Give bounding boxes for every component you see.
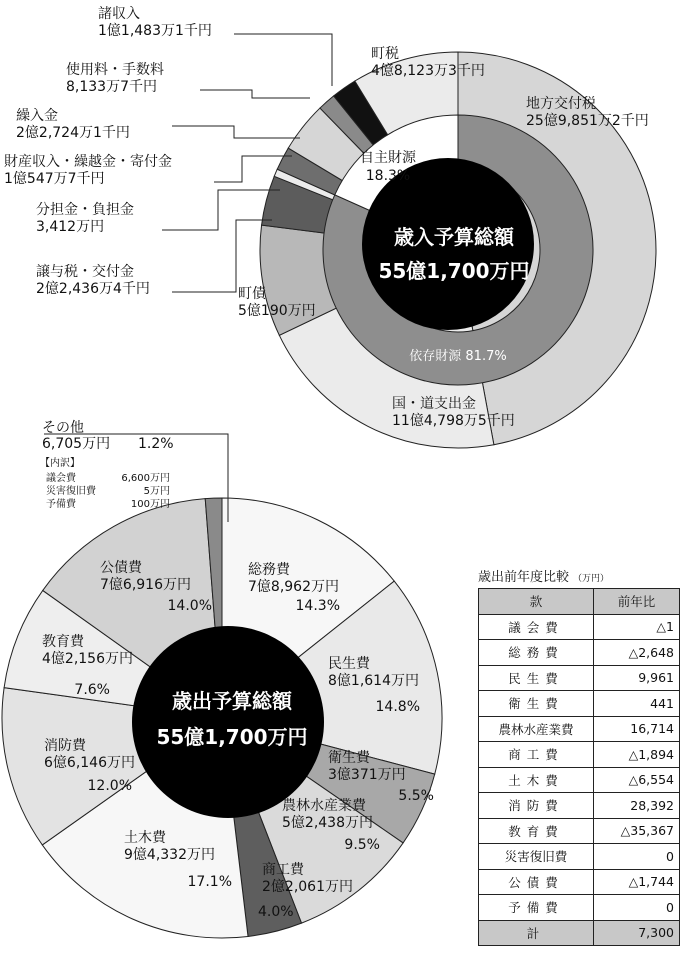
table-cell-change: 16,714 <box>593 716 679 742</box>
table-cell-category: 農林水産業費 <box>479 716 594 742</box>
label-sanitation: 衛生費 3億371万円 <box>328 750 406 783</box>
label-fire-defense: 消防費 6億6,146万円 <box>44 738 135 771</box>
table-cell-change: △1,894 <box>593 742 679 768</box>
table-row <box>479 895 680 921</box>
label-commerce: 商工費 2億2,061万円 <box>262 862 353 895</box>
comparison-table-title: 歳出前年度比較 （万円） <box>478 570 610 585</box>
pct-debt-service: 14.0% <box>167 598 212 614</box>
table-row <box>479 614 680 640</box>
table-total-row <box>479 920 680 946</box>
expenditure-center-title: 歳出予算総額 <box>172 689 292 713</box>
label-town-bonds: 町債 5億190万円 <box>238 286 316 319</box>
label-shares-contributions: 分担金・負担金 3,412万円 <box>36 202 134 235</box>
label-town-tax: 町税 4億8,123万3千円 <box>371 46 485 79</box>
table-cell-category: 土木費 <box>479 767 594 793</box>
table-row <box>479 640 680 666</box>
leader-line <box>234 34 332 86</box>
table-cell-change: 441 <box>593 691 679 717</box>
table-row <box>479 742 680 768</box>
breakdown-reserve-name: 予備費 <box>46 499 76 510</box>
label-usage-fees: 使用料・手数料 8,133万7千円 <box>66 62 164 95</box>
comparison-table-block <box>478 568 680 946</box>
breakdown-council-value: 6,600万円 <box>121 473 170 484</box>
label-fund-transfer: 繰入金 2億2,724万1千円 <box>16 108 130 141</box>
label-local-allocation-tax: 地方交付税 25億9,851万2千円 <box>526 96 649 129</box>
table-row <box>479 767 680 793</box>
breakdown-disaster-recovery-value: 5万円 <box>143 486 170 497</box>
table-cell-category: 消防費 <box>479 793 594 819</box>
pct-education: 7.6% <box>74 682 110 698</box>
pct-civil-engineering: 17.1% <box>187 874 232 890</box>
breakdown-reserve-value: 100万円 <box>130 499 170 510</box>
table-row <box>479 844 680 870</box>
table-cell-change: △1,744 <box>593 869 679 895</box>
label-welfare: 民生費 8億1,614万円 <box>328 656 419 689</box>
table-cell-change: 28,392 <box>593 793 679 819</box>
comparison-table <box>478 588 680 946</box>
label-education: 教育費 4億2,156万円 <box>42 634 133 667</box>
pct-welfare: 14.8% <box>375 699 420 715</box>
label-other-value: 6,705万円 <box>42 436 111 452</box>
label-misc-income: 諸収入 1億1,483万1千円 <box>98 6 212 39</box>
label-national-prefectural-grants: 国・道支出金 11億4,798万5千円 <box>392 396 515 429</box>
pct-other: 1.2% <box>138 436 174 452</box>
table-cell-change: △35,367 <box>593 818 679 844</box>
column-header: 前年比 <box>593 589 679 615</box>
table-cell-category: 公債費 <box>479 869 594 895</box>
pct-sanitation: 5.5% <box>398 788 434 804</box>
table-cell-category: 災害復旧費 <box>479 844 594 870</box>
expenditure-pie <box>2 498 442 938</box>
breakdown-disaster-recovery-name: 災害復旧費 <box>46 486 96 497</box>
label-agriculture: 農林水産業費 5億2,438万円 <box>282 798 373 831</box>
table-cell-category: 予備費 <box>479 895 594 921</box>
table-cell-change: △6,554 <box>593 767 679 793</box>
table-cell-category: 総務費 <box>479 640 594 666</box>
label-civil-engineering: 土木費 9億4,332万円 <box>124 830 215 863</box>
table-total-label: 計 <box>479 920 594 946</box>
table-cell-change: △1 <box>593 614 679 640</box>
table-cell-change: 0 <box>593 895 679 921</box>
leader-line <box>172 126 300 138</box>
leader-line <box>200 90 310 98</box>
table-header-row <box>479 589 680 615</box>
revenue-center-total: 55億1,700万円 <box>378 259 530 283</box>
label-other: その他 <box>42 420 84 436</box>
table-cell-category: 議会費 <box>479 614 594 640</box>
table-cell-change: 9,961 <box>593 665 679 691</box>
label-general-affairs: 総務費 7億8,962万円 <box>248 562 339 595</box>
table-row <box>479 793 680 819</box>
pct-agriculture: 9.5% <box>344 837 380 853</box>
label-debt-service: 公債費 7億6,916万円 <box>100 560 191 593</box>
pct-commerce: 4.0% <box>258 904 294 920</box>
dependent-revenue-label: 依存財源 81.7% <box>409 349 507 364</box>
table-row <box>479 716 680 742</box>
breakdown-council-name: 議会費 <box>46 473 76 484</box>
leader-line <box>172 220 272 292</box>
table-total-value: 7,300 <box>593 920 679 946</box>
table-cell-category: 民生費 <box>479 665 594 691</box>
breakdown-title: 【内訳】 <box>40 458 80 469</box>
revenue-center-title: 歳入予算総額 <box>394 225 514 249</box>
table-cell-change: 0 <box>593 844 679 870</box>
own-revenue-label: 自主財源 18.3% <box>360 150 416 184</box>
pct-general-affairs: 14.3% <box>295 598 340 614</box>
column-header: 款 <box>479 589 594 615</box>
table-cell-change: △2,648 <box>593 640 679 666</box>
label-property-income: 財産収入・繰越金・寄付金 1億547万7千円 <box>4 154 172 187</box>
expenditure-center-total: 55億1,700万円 <box>156 725 308 749</box>
pct-fire-defense: 12.0% <box>87 778 132 794</box>
label-transfer-tax: 譲与税・交付金 2億2,436万4千円 <box>36 264 150 297</box>
table-row <box>479 691 680 717</box>
table-cell-category: 衛生費 <box>479 691 594 717</box>
expenditure-center-circle <box>132 626 324 818</box>
table-cell-category: 商工費 <box>479 742 594 768</box>
table-cell-category: 教育費 <box>479 818 594 844</box>
table-row <box>479 818 680 844</box>
table-row <box>479 869 680 895</box>
table-row <box>479 665 680 691</box>
